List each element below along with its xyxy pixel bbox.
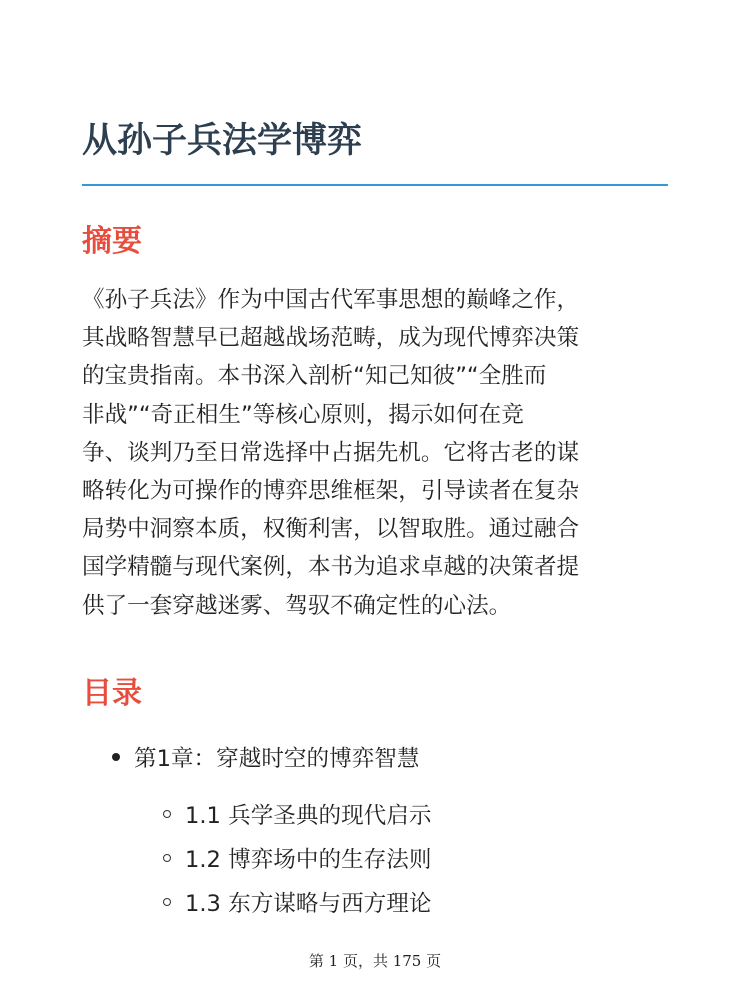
abstract-line: 局势中洞察本质，权衡利害，以智取胜。通过融合 — [82, 516, 580, 543]
abstract-line: 国学精髓与现代案例，本书为追求卓越的决策者提 — [82, 554, 580, 581]
toc-section-1-3[interactable] — [163, 882, 431, 922]
toc-section-1-2[interactable] — [163, 838, 431, 878]
abstract-paragraph — [82, 281, 672, 625]
abstract-line: 其战略智慧早已超越战场范畴，成为现代博弈决策 — [82, 325, 580, 352]
abstract-heading: 摘要 — [82, 224, 142, 259]
abstract-line: 非战”“奇正相生”等核心原则，揭示如何在竞 — [82, 401, 524, 428]
toc-section-1-1[interactable] — [163, 794, 431, 834]
abstract-line: 《孙子兵法》作为中国古代军事思想的巅峰之作， — [82, 287, 580, 313]
abstract-line: 争、谈判乃至日常选择中占据先机。它将古老的谋 — [82, 439, 580, 466]
title-divider — [82, 184, 668, 186]
toc-section-label: 1.2 博弈场中的生存法则 — [185, 847, 432, 873]
toc-chapter-label: 第1章：穿越时空的博弈智慧 — [134, 746, 420, 772]
bullet-circle-icon — [163, 810, 171, 818]
bullet-disc-icon — [112, 753, 120, 761]
page-number: 第 1 页，共 175 页 — [308, 952, 442, 970]
bullet-circle-icon — [163, 854, 171, 862]
toc-chapter-1[interactable] — [112, 737, 420, 777]
page-title: 从孙子兵法学博弈 — [82, 121, 363, 161]
abstract-line: 的宝贵指南。本书深入剖析“知己知彼”“全胜而 — [82, 363, 547, 390]
bullet-circle-icon — [163, 898, 171, 906]
toc-section-label: 1.3 东方谋略与西方理论 — [185, 891, 432, 917]
toc-heading: 目录 — [82, 676, 142, 711]
toc-section-label: 1.1 兵学圣典的现代启示 — [185, 803, 432, 829]
abstract-line: 供了一套穿越迷雾、驾驭不确定性的心法。 — [82, 592, 512, 619]
abstract-line: 略转化为可操作的博弈思维框架，引导读者在复杂 — [82, 478, 580, 505]
